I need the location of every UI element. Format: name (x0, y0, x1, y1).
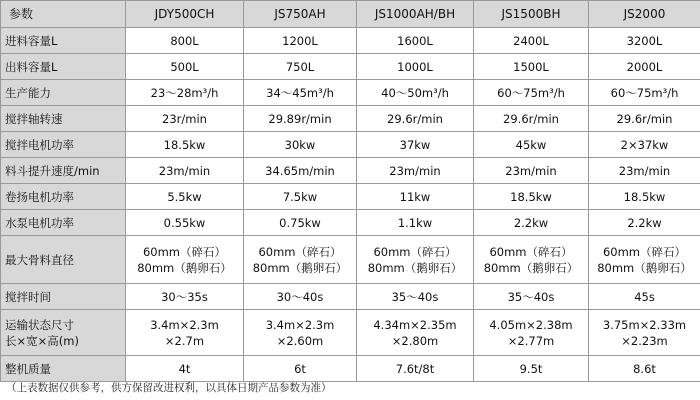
cell-line: 3.75m×2.33m (602, 317, 687, 332)
cell-line: 60mm（碎石） (142, 244, 227, 259)
table-row (1, 106, 700, 132)
table-cell: 30～40s (244, 284, 357, 310)
table-cell: 60～75m³/h (589, 80, 700, 106)
row-label: 料斗提升速度/min (1, 158, 126, 184)
table-cell: 1000L (357, 54, 474, 80)
table-cell (589, 310, 700, 356)
table-row (1, 236, 700, 284)
table-cell: 2×37kw (589, 132, 700, 158)
row-label: 整机质量 (1, 356, 126, 382)
cell-line: 60mm（碎石） (373, 244, 457, 259)
cell-line: ×2.80m (391, 333, 439, 348)
table-cell: 18.5kw (589, 184, 700, 210)
disclaimer-note: （上表数据仅供参考，供方保留改进权利，以具体日期产品参数为准） (6, 382, 332, 394)
cell-line: 3.4m×2.3m (150, 317, 219, 332)
model-header: JS1000AH/BH (357, 1, 474, 28)
table-row (1, 158, 700, 184)
table-row (1, 54, 700, 80)
cell-line: 80mm（鹅卵石） (252, 260, 348, 275)
label-line: 运输状态尺寸 (5, 317, 74, 332)
model-header: JDY500CH (126, 1, 244, 28)
table-cell: 18.5kw (474, 184, 589, 210)
cell-line: 60mm（碎石） (602, 244, 687, 259)
table-cell: 29.6r/min (589, 106, 700, 132)
row-label: 生产能力 (1, 80, 126, 106)
table-cell: 23m/min (474, 158, 589, 184)
table-cell: 45s (589, 284, 700, 310)
table-cell: 1200L (244, 28, 357, 54)
cell-line: 80mm（鹅卵石） (483, 260, 579, 275)
label-line: 长×宽×高(m) (5, 333, 79, 348)
table-cell: 23m/min (357, 158, 474, 184)
cell-line: 4.05m×2.38m (489, 317, 573, 332)
table-cell: 35～40s (357, 284, 474, 310)
cell-line: 80mm（鹅卵石） (367, 260, 463, 275)
row-label: 搅拌轴转速 (1, 106, 126, 132)
table-cell: 37kw (357, 132, 474, 158)
table-cell: 6t (244, 356, 357, 382)
table-row (1, 80, 700, 106)
param-header: 参数 (1, 1, 126, 28)
cell-line: 60mm（碎石） (258, 244, 342, 259)
model-header: JS1500BH (474, 1, 589, 28)
table-row (1, 356, 700, 382)
cell-line: 80mm（鹅卵石） (137, 260, 232, 275)
table-cell (589, 236, 700, 284)
table-cell: 5.5kw (126, 184, 244, 210)
table-cell: 40～50m³/h (357, 80, 474, 106)
row-label: 水泵电机功率 (1, 210, 126, 236)
table-cell: 29.6r/min (357, 106, 474, 132)
table-row (1, 310, 700, 356)
table-cell: 30～35s (126, 284, 244, 310)
cell-line: 4.34m×2.35m (373, 317, 457, 332)
table-cell: 7.6t/8t (357, 356, 474, 382)
cell-line: ×2.23m (621, 333, 668, 348)
model-header: JS750AH (244, 1, 357, 28)
table-row (1, 284, 700, 310)
cell-line: ×2.7m (164, 333, 205, 348)
row-label: 最大骨料直径 (1, 236, 126, 284)
table-cell (474, 236, 589, 284)
row-label: 搅拌时间 (1, 284, 126, 310)
table-cell (244, 236, 357, 284)
table-cell: 23r/min (126, 106, 244, 132)
table-cell: 9.5t (474, 356, 589, 382)
table-cell: 60～75m³/h (474, 80, 589, 106)
table-cell: 750L (244, 54, 357, 80)
table-cell: 2000L (589, 54, 700, 80)
cell-line: 60mm（碎石） (489, 244, 573, 259)
table-cell: 23m/min (589, 158, 700, 184)
table-cell: 30kw (244, 132, 357, 158)
table-cell (126, 310, 244, 356)
table-cell: 45kw (474, 132, 589, 158)
table-cell: 8.6t (589, 356, 700, 382)
table-row (1, 132, 700, 158)
cell-line: ×2.77m (507, 333, 555, 348)
table-cell: 23～28m³/h (126, 80, 244, 106)
table-cell: 18.5kw (126, 132, 244, 158)
cell-line: ×2.60m (276, 333, 324, 348)
model-header: JS2000 (589, 1, 700, 28)
table-cell: 34～45m³/h (244, 80, 357, 106)
row-label: 搅拌电机功率 (1, 132, 126, 158)
table-cell: 11kw (357, 184, 474, 210)
row-label: 卷扬电机功率 (1, 184, 126, 210)
table-cell: 7.5kw (244, 184, 357, 210)
table-cell: 29.89r/min (244, 106, 357, 132)
table-cell (474, 310, 589, 356)
table-row (1, 210, 700, 236)
table-cell: 800L (126, 28, 244, 54)
header-row (1, 1, 700, 28)
table-cell: 2.2kw (474, 210, 589, 236)
cell-line: 80mm（鹅卵石） (597, 260, 692, 275)
table-cell: 500L (126, 54, 244, 80)
table-cell: 3200L (589, 28, 700, 54)
table-cell: 0.55kw (126, 210, 244, 236)
table-row (1, 28, 700, 54)
table-cell (357, 236, 474, 284)
table-cell: 34.65m/min (244, 158, 357, 184)
table-cell: 2.2kw (589, 210, 700, 236)
table-cell: 29.6r/min (474, 106, 589, 132)
table-cell: 4t (126, 356, 244, 382)
table-cell: 1500L (474, 54, 589, 80)
table-cell: 1600L (357, 28, 474, 54)
table-cell (357, 310, 474, 356)
table-cell: 0.75kw (244, 210, 357, 236)
table-row (1, 184, 700, 210)
cell-line: 3.4m×2.3m (265, 317, 335, 332)
row-label: 进料容量L (1, 28, 126, 54)
row-label (1, 310, 126, 356)
table-cell: 23m/min (126, 158, 244, 184)
table-cell (244, 310, 357, 356)
table-cell: 2400L (474, 28, 589, 54)
row-label: 出料容量L (1, 54, 126, 80)
table-cell: 1.1kw (357, 210, 474, 236)
table-cell (126, 236, 244, 284)
table-cell: 35～40s (474, 284, 589, 310)
